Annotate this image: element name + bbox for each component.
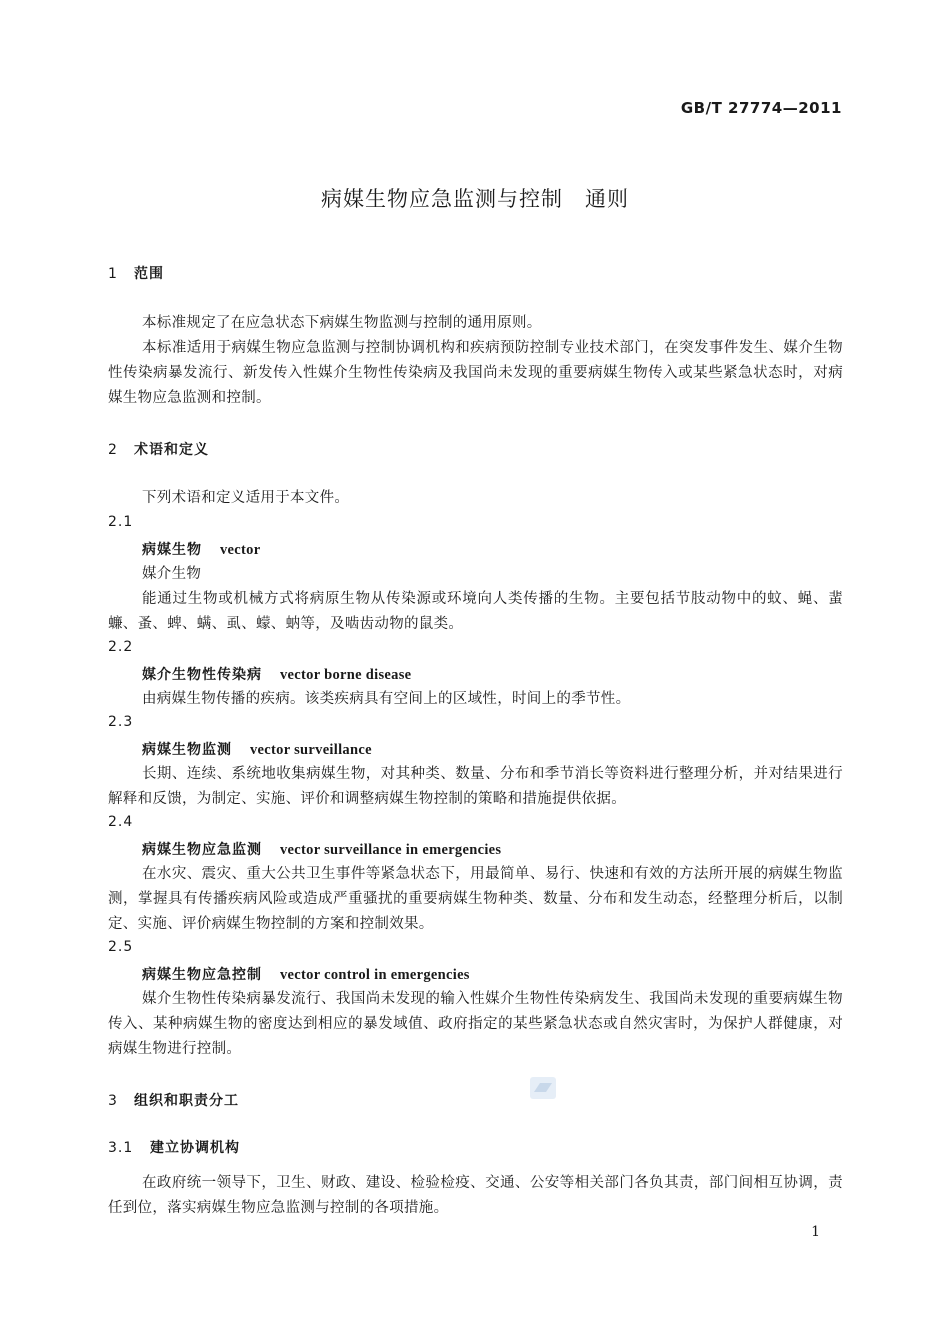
- term-heading: [142, 539, 260, 559]
- section-title: 建立协调机构: [150, 1140, 240, 1156]
- term-chinese: 病媒生物监测: [142, 742, 232, 758]
- term-definition: 能通过生物或机械方式将病原生物从传染源或环境向人类传播的生物。主要包括节肢动物中的蚊、蝇、蜚蠊、蚤、蜱、螨、虱、蠓、蚋等，及啮齿动物的鼠类。: [108, 591, 843, 632]
- document-title: 病媒生物应急监测与控制 通则: [321, 187, 629, 211]
- term-chinese: 病媒生物: [142, 542, 202, 558]
- term-english: vector control in emergencies: [280, 967, 470, 983]
- term-heading: [142, 739, 372, 759]
- section-title: 范围: [134, 266, 164, 282]
- subsection-3-1-heading: [108, 1137, 240, 1157]
- term-chinese: 病媒生物应急监测: [142, 842, 262, 858]
- term-heading: [142, 839, 501, 859]
- term-english: vector: [220, 542, 261, 558]
- section-2-heading: [108, 439, 209, 459]
- term-definition: 由病媒生物传播的疾病。该类疾病具有空间上的区域性，时间上的季节性。: [142, 691, 631, 707]
- section-title: 组织和职责分工: [134, 1093, 239, 1109]
- paragraph: 下列术语和定义适用于本文件。: [142, 490, 350, 506]
- page-number: 1: [811, 1224, 820, 1240]
- term-alternative: 媒介生物: [142, 566, 202, 582]
- section-number: 1: [108, 266, 118, 282]
- term-chinese: 媒介生物性传染病: [142, 667, 262, 683]
- clause-number: 2.3: [108, 714, 134, 730]
- paragraph: 在政府统一领导下，卫生、财政、建设、检验检疫、交通、公安等相关部门各负其责，部门间相互协调，责任到位，落实病媒生物应急监测与控制的各项措施。: [108, 1175, 843, 1216]
- clause-number: 2.1: [108, 514, 134, 530]
- term-english: vector surveillance: [250, 742, 372, 758]
- clause-number: 2.2: [108, 639, 134, 655]
- term-english: vector surveillance in emergencies: [280, 842, 502, 858]
- section-number: 2: [108, 442, 118, 458]
- standard-code: GB/T 27774—2011: [680, 99, 842, 117]
- term-definition: 长期、连续、系统地收集病媒生物，对其种类、数量、分布和季节消长等资料进行整理分析，并对结果进行解释和反馈，为制定、实施、评价和调整病媒生物控制的策略和措施提供依据。: [108, 766, 843, 807]
- clause-number: 2.5: [108, 939, 134, 955]
- term-heading: [142, 664, 411, 684]
- term-heading: [142, 964, 470, 984]
- clause-number: 2.4: [108, 814, 134, 830]
- section-1-heading: [108, 263, 164, 283]
- term-english: vector borne disease: [280, 667, 412, 683]
- section-3-heading: [108, 1090, 239, 1110]
- term-definition: 媒介生物性传染病暴发流行、我国尚未发现的输入性媒介生物性传染病发生、我国尚未发现的重要病媒生物传入、某种病媒生物的密度达到相应的暴发域值、政府指定的某些紧急状态或自然灾害时，为保护人群健康，对病媒生物进行控制。: [108, 991, 843, 1057]
- paragraph: 本标准适用于病媒生物应急监测与控制协调机构和疾病预防控制专业技术部门，在突发事件发生、媒介生物性传染病暴发流行、新发传入性媒介生物性传染病及我国尚未发现的重要病媒生物传入或某些紧急状态时，对病媒生物应急监测和控制。: [108, 340, 843, 406]
- section-number: 3: [108, 1093, 118, 1109]
- paragraph: 本标准规定了在应急状态下病媒生物监测与控制的通用原则。: [142, 315, 542, 331]
- watermark-logo-icon: [530, 1077, 556, 1099]
- term-definition: 在水灾、震灾、重大公共卫生事件等紧急状态下，用最简单、易行、快速和有效的方法所开展的病媒生物监测，掌握具有传播疾病风险或造成严重骚扰的重要病媒生物种类、数量、分布和发生动态，经整理分析后，以制定、实施、评价病媒生物控制的方案和控制效果。: [108, 866, 843, 932]
- section-title: 术语和定义: [134, 442, 209, 458]
- section-number: 3.1: [108, 1140, 134, 1156]
- term-chinese: 病媒生物应急控制: [142, 967, 262, 983]
